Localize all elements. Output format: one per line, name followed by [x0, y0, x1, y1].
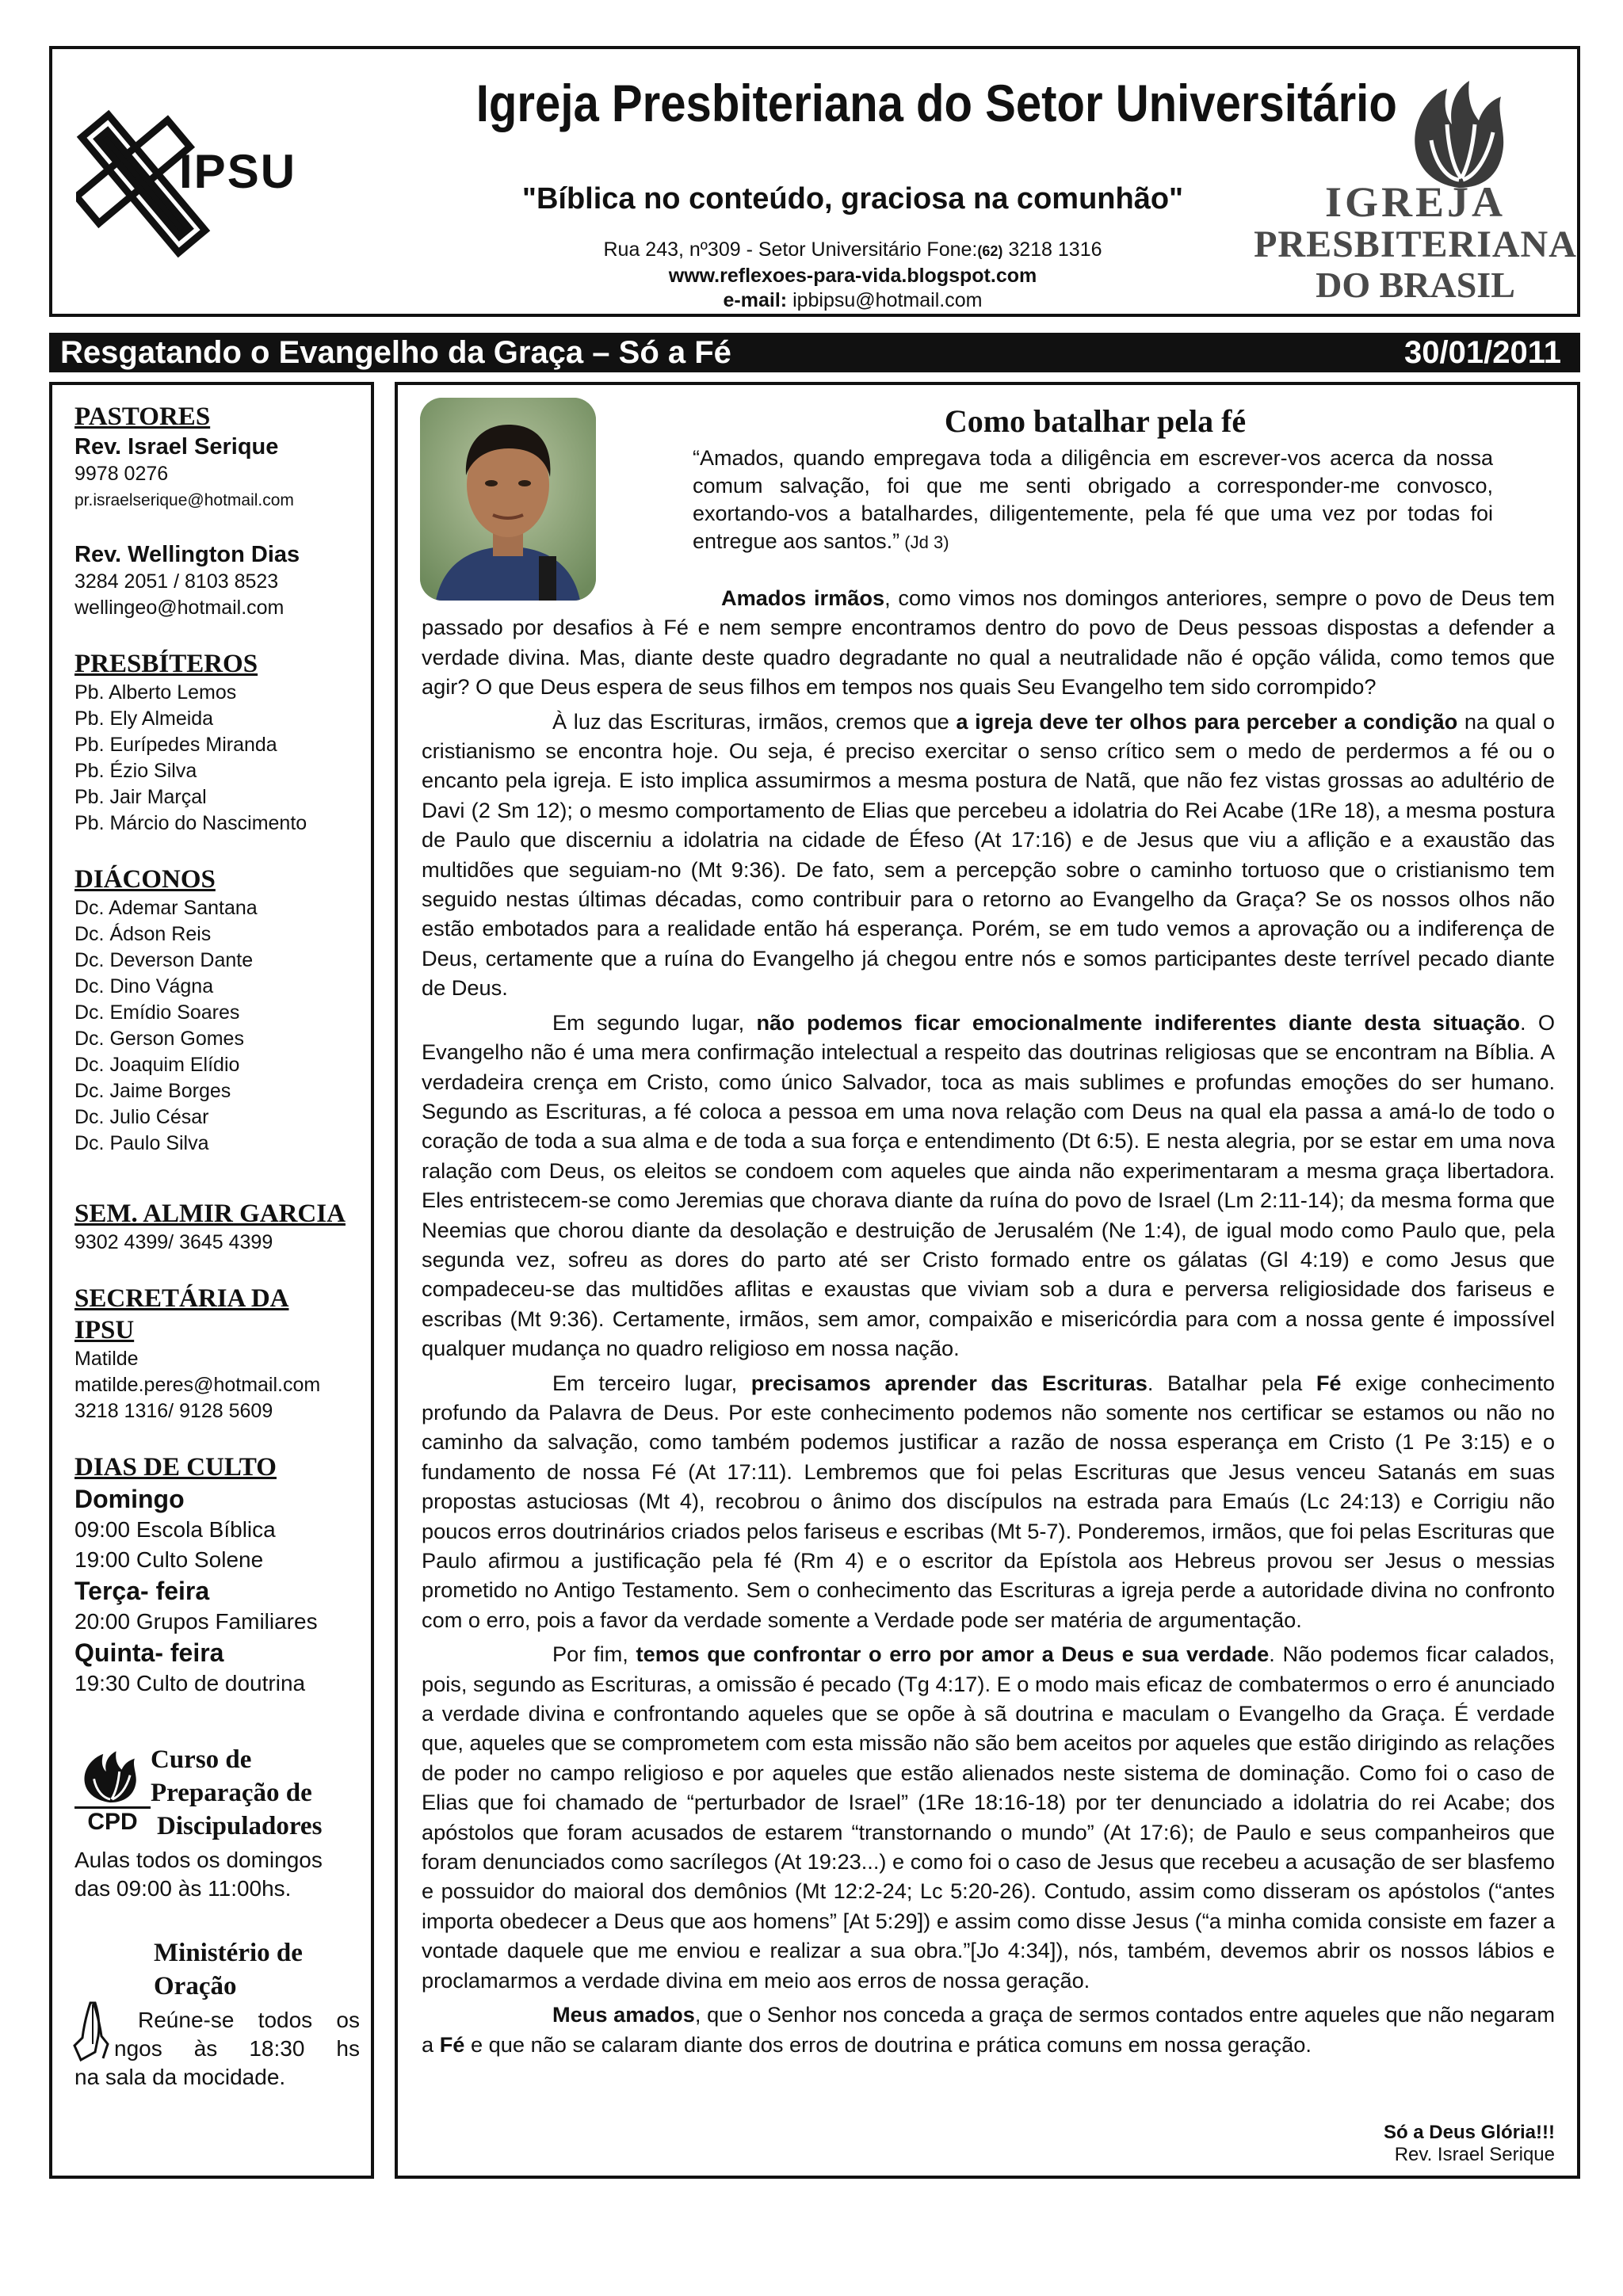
ipsu-logo-text: IPSU — [179, 145, 297, 198]
pastor-phone: 3284 2051 / 8103 8523 — [74, 570, 279, 593]
seminarista-heading: SEM. ALMIR GARCIA — [74, 1199, 346, 1228]
culto-item: 09:00 Escola Bíblica — [74, 1517, 276, 1542]
cultos-heading: DIAS DE CULTO — [74, 1453, 277, 1482]
church-motto: "Bíblica no conteúdo, graciosa na comunhão" — [521, 182, 1184, 215]
cpd-text: Aulas todos os domingos das 09:00 às 11:00hs. — [74, 1848, 323, 1901]
address-line: Rua 243, nº309 - Setor Universitário Fone:(62) 3218 1316 — [603, 238, 1102, 261]
diacono-name: Dc. Julio César — [74, 1106, 209, 1128]
paragraph: À luz das Escrituras, irmãos, cremos que a igreja deve ter olhos para perceber a condição na qual o cristianismo se encontra hoje. Ou seja, é preciso exercitar o senso crítico sem o medo de perdermos a fé ou o encanto pela igreja. E isto implica assumirmos a mesma postura de Natã, que não fez vistas grossas ao adultério de Davi (2 Sm 12); o mesmo comportamento de Elias que percebeu a idolatria do Rei Acabe (1Re 18), a mesma postura de Paulo que discerniu a idolatria na cidade de Éfeso (At 17:16) e de Jesus que viu a aflição e a exaustão das multidões que seguiam-no (Mt 9:36). De fato, sem a percepção sobre o caminho tortuoso que o cristianismo tem seguido nestas últimas décadas, como contribuir para o retorno ao Evangelho da Graça? Se os nossos olhos não estão embotados para a realidade então há esperança. Porém, se em tudo vemos a aprovação ou a indiferença de Deus, certamente que a ruína do Evangelho já chegou entre nós e somos participantes deste terrível pecado diante de Deus. — [422, 708, 1555, 1001]
ipb-logo-text: IGREJA PRESBITERIANA DO BRASIL — [1254, 178, 1577, 305]
oracao-text: ngos às 18:30 hs — [114, 2036, 360, 2061]
cpd-logo-text: CPD — [74, 1806, 151, 1836]
oracao-block — [74, 1936, 360, 2095]
pastor-name: Rev. Israel Serique — [74, 434, 279, 460]
presbitero-name: Pb. Ely Almeida — [74, 707, 214, 730]
diacono-name: Dc. Deverson Dante — [74, 949, 254, 971]
diacono-name: Dc. Jaime Borges — [74, 1080, 231, 1102]
paragraph: Em segundo lugar, não podemos ficar emocionalmente indiferentes diante desta situação. O Evangelho não é uma mera confirmação intelectual a respeito das doutrinas religiosas que se encontram na Bíblia. A verdadeira crença em Cristo, como único Salvador, toca as mais sublimes e profundas emoções do ser humano. Segundo as Escrituras, a fé coloca a pessoa em uma nova relação com Deus na qual ela passa a amá-lo de todo o coração de toda a sua alma e de toda a sua força e entendimento (Dt 6:5). E nesta alegria, por se estar em uma nova ralação com Deus, os eleitos se condoem com aqueles que ainda não experimentaram a mesma graça libertadora. Eles entristecem-se como Jeremias que chorava diante da ruína do povo de Israel (Lm 2:11-14); da mesma forma que Neemias que chorou diante da desolação e destruição de Jerusalém (Ne 1:4), de igual modo como Paulo que, pela segunda vez, sofreu as dores do parto até ser Cristo formado entre os gálatas (Gl 4:19) e como Jesus que compadeceu-se das multidões aflitas e exaustas que viviam sob a dura e perversa religiosidade dos fariseus e escribas (Mt 9:36). Certamente, irmãos, sem amor, compaixão e misericórdia para com a nossa gente é impossível qualquer mudança no quadro religioso em nossa nação. — [422, 1009, 1555, 1361]
website-link[interactable]: www.reflexoes-para-vida.blogspot.com — [668, 265, 1037, 287]
article-author: Rev. Israel Serique — [1394, 2144, 1555, 2165]
article-epigraph: “Amados, quando empregava toda a diligência em escrever-vos acerca da nossa comum salvação, foi que me senti obrigado a corresponder-me convosco, exortando-vos a batalhardes, diligentemente, pela fé que uma vez por todas foi entregue aos santos.” (Jd 3) — [693, 446, 1493, 553]
culto-day: Quinta- feira — [74, 1638, 224, 1667]
church-contact — [425, 238, 1281, 313]
seminarista-phone: 9302 4399/ 3645 4399 — [74, 1231, 273, 1253]
diacono-name: Dc. Ademar Santana — [74, 897, 258, 919]
paragraph: Em terceiro lugar, precisamos aprender das Escrituras. Batalhar pela Fé exige conhecimento profundo da Palavra de Deus. Por este conhecimento podemos não somente nos certificar se estamos ou não no caminho da salvação, como também podemos justificar a razão de nossa esperança em Cristo (1 Pe 3:15) e o fundamento de nossa Fé (At 17:11). Lembremos que foi pelas Escrituras que Jesus venceu Satanás em suas propostas astuciosas (Mt 4), recobrou o ânimo dos discípulos na estrada para Emaús (Lc 24:13) e Corrigiu não poucos erros doutrinários criados pelos fariseus e escribas (Mt 5-7). Ponderemos, irmãos, que foi pelas Escrituras que Paulo afirmou a justificação pela fé (Rm 4) e o escritor da Epístola aos Hebreus provou ser Jesus o messias prometido no Antigo Testamento. Sem o conhecimento das Escrituras a igreja perde a autoridade divina no confronto com o erro, pois a favor da verdade somente a Verdade pode ser matéria de argumentação. — [422, 1370, 1556, 1632]
secretaria-heading: SECRETÁRIA DA IPSU — [74, 1284, 289, 1344]
article-title: Como batalhar pela fé — [944, 403, 1247, 439]
pastor-name: Rev. Wellington Dias — [74, 542, 300, 567]
article-body — [422, 583, 1555, 2064]
praying-hands-icon — [67, 1997, 117, 2065]
culto-day: Terça- feira — [74, 1577, 210, 1605]
oracao-text: na sala da mocidade. — [74, 2065, 286, 2089]
bulletin-title-bar — [49, 333, 1580, 372]
pastor-email[interactable]: wellingeo@hotmail.com — [74, 597, 285, 619]
page-header — [49, 46, 1580, 317]
closing-phrase: Só a Deus Glória!!! — [1383, 2122, 1555, 2143]
culto-item: 20:00 Grupos Familiares — [74, 1609, 318, 1634]
culto-item: 19:00 Culto Solene — [74, 1547, 264, 1572]
pastor-phone: 9978 0276 — [74, 463, 169, 485]
presbitero-name: Pb. Alberto Lemos — [74, 681, 237, 704]
oracao-title: Ministério de Oração — [154, 1939, 303, 2000]
bulletin-title: Resgatando o Evangelho da Graça – Só a Fé — [60, 335, 731, 370]
paragraph: Meus amados, que o Senhor nos conceda a graça de sermos contados entre aqueles que não negaram a Fé e que não se calaram diante dos erros de doutrina e prática comuns em nossa geração. — [422, 2002, 1555, 2057]
diacono-name: Dc. Paulo Silva — [74, 1132, 209, 1154]
culto-item: 19:30 Culto de doutrina — [74, 1671, 306, 1695]
diacono-name: Dc. Ádson Reis — [74, 923, 212, 945]
paragraph: Amados irmãos, como vimos nos domingos anteriores, sempre o povo de Deus tem passado por desafios à Fé e nem sempre encontramos dentro do povo de Deus pessoas dispostas a defender a verdade divina. Mas, diante deste quadro degradante no qual a neutralidade não é opção válida, como temos que agir? O que Deus espera de seus filhos em tempos nos quais Seu Evangelho tem sido corrompido? — [422, 585, 1555, 700]
presbitero-name: Pb. Márcio do Nascimento — [74, 812, 307, 834]
burning-bush-icon — [74, 1749, 146, 1805]
diacono-name: Dc. Emídio Soares — [74, 1001, 240, 1024]
diaconos-heading: DIÁCONOS — [74, 865, 216, 894]
article-closing — [1384, 2122, 1555, 2166]
presbitero-name: Pb. Jair Marçal — [74, 786, 207, 808]
email-line: e-mail: ipbipsu@hotmail.com — [723, 289, 983, 311]
secretaria-email[interactable]: matilde.peres@hotmail.com — [74, 1374, 321, 1396]
culto-day: Domingo — [74, 1485, 185, 1513]
pastores-heading: PASTORES — [74, 402, 211, 431]
article — [395, 382, 1580, 2179]
presbitero-name: Pb. Eurípedes Miranda — [74, 734, 277, 756]
paragraph: Por fim, temos que confrontar o erro por amor a Deus e sua verdade. Não podemos ficar calados, pois, segundo as Escrituras, a omissão é pecado (Tg 4:17). E o modo mais eficaz de combatermos o erro é anunciado a verdade divina e confrontando aqueles que se opõe à sã doutrina e maculam o Evangelho da Graça. É verdade que, aqueles que se comprometem com esta missão não são bem aceitos por aqueles que estão dirigindo as relações de poder no campo religioso e por aqueles que estão alienados neste sistema de dominação. Como foi o caso de Elias que foi chamado de “perturbador de Israel” (1Re 18:16-18) por ter denunciado a idolatria do rei Acabe; dos apóstolos que foram acusados de estarem “transtornando o mundo” (At 17:6); de Paulo e seus companheiros que foram denunciados como sacrílegos (At 19:23...) e como foi o caso de Jesus que recebeu a acusação de ser blasfemo e possuidor do maioral dos demônios (Mt 12:2-24; Lc 5:20-26). Contudo, assim como disseram os apóstolos (“antes importa obedecer a Deus que aos homens” [At 5:29]) e assim como disse Jesus (“a minha comida consiste em fazer a vontade daquele que me enviou e realizar a sua obra.”[Jo 4:34]), nós, também, devemos abrir os nossos lábios e proclamarmos a verdade divina em meio aos erros de nossa geração. — [422, 1642, 1555, 1993]
secretaria-name: Matilde — [74, 1348, 139, 1370]
bulletin-date: 30/01/2011 — [1404, 335, 1561, 370]
diacono-name: Dc. Dino Vágna — [74, 975, 214, 997]
church-name: Igreja Presbiteriana do Setor Universitário — [475, 74, 1397, 132]
secretaria-phone: 3218 1316/ 9128 5609 — [74, 1400, 273, 1422]
sidebar — [49, 382, 374, 2179]
presbiteros-heading: PRESBÍTEROS — [74, 650, 258, 678]
diacono-name: Dc. Gerson Gomes — [74, 1028, 244, 1050]
diacono-name: Dc. Joaquim Elídio — [74, 1054, 240, 1076]
pastor-photo — [420, 398, 596, 601]
oracao-text: Reúne-se todos os — [138, 2008, 360, 2032]
pastor-email[interactable]: pr.israelserique@hotmail.com — [74, 491, 294, 509]
cpd-title: Curso de Preparação de Discipuladores — [151, 1745, 323, 1840]
cpd-block — [74, 1743, 352, 1840]
presbitero-name: Pb. Ézio Silva — [74, 760, 197, 782]
